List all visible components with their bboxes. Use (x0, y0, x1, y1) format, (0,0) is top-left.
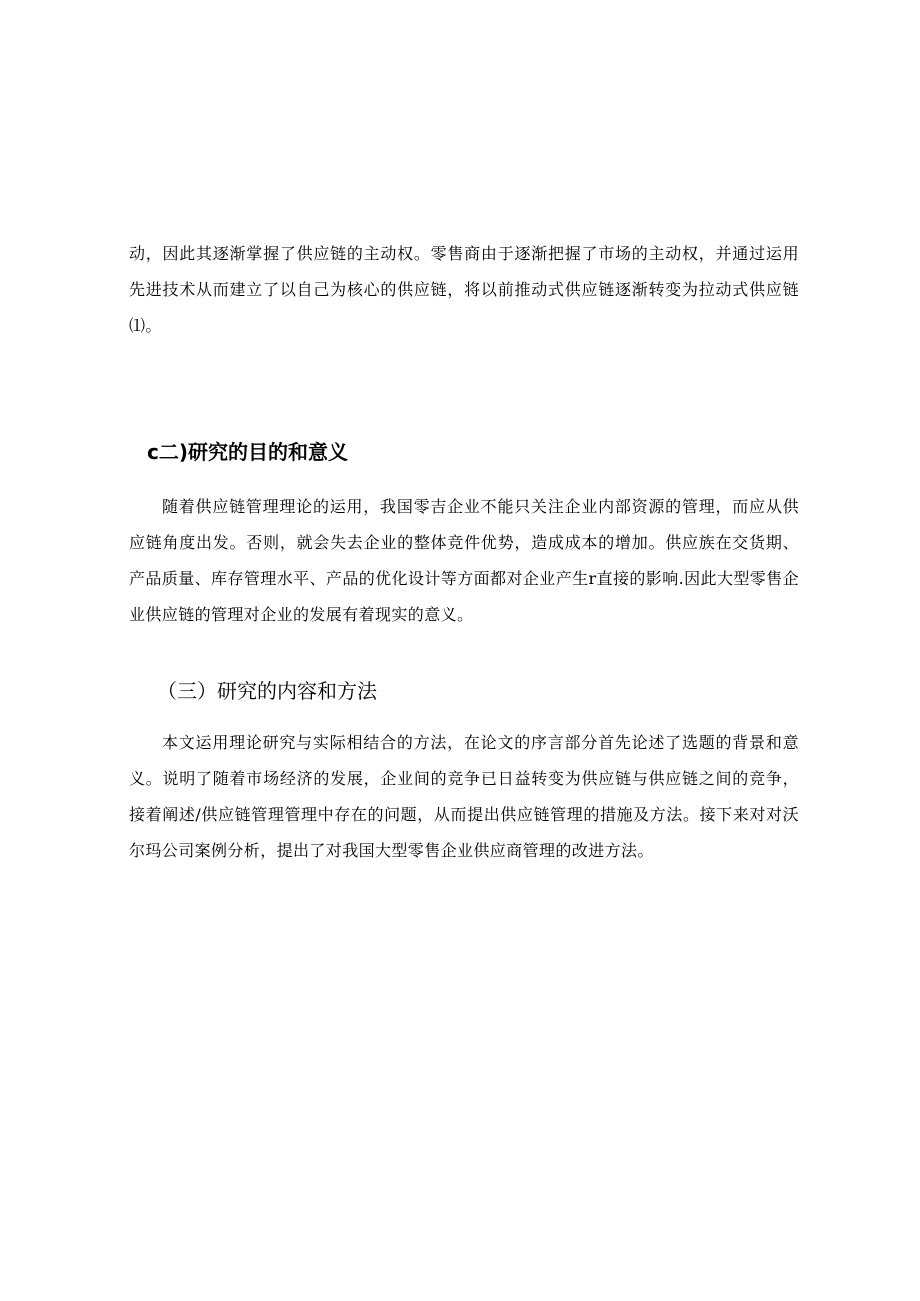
section-heading-purpose: c二)研究的目的和意义 (147, 440, 348, 464)
section-paragraph-purpose: 随着供应链管理理论的运用，我国零吉企业不能只关注企业内部资源的管理，而应从供应链角度出发。否则，就会失去企业的整体竞件优势，造成成本的增加。供应族在交货期、产品质量、库存管理水平、产品的优化设计等方面都对企业产生r直接的影响.因此大型零售企业供应链的管理对企业的发展有着现实的意义。 (129, 497, 799, 624)
intro-paragraph: 动，因此其逐渐掌握了供应链的主动权。零售商由于逐渐把握了市场的主动权，并通过运用先进技术从而建立了以自己为核心的供应链，将以前推动式供应链逐渐转变为拉动式供应链⑴。 (129, 244, 799, 335)
section-paragraph-content: 本文运用理论研究与实际相结合的方法，在论文的序言部分首先论述了选题的背景和意义。说明了随着市场经济的发展，企业间的竞争已日益转变为供应链与供应链之间的竞争，接着阐述/供应链管理管理中存在的问题，从而提出供应链管理的措施及方法。接下来对对沃尔玛公司案例分析，提出了对我国大型零售企业供应商管理的改进方法。 (129, 733, 799, 860)
section-heading-content: （三）研究的内容和方法 (157, 679, 377, 703)
